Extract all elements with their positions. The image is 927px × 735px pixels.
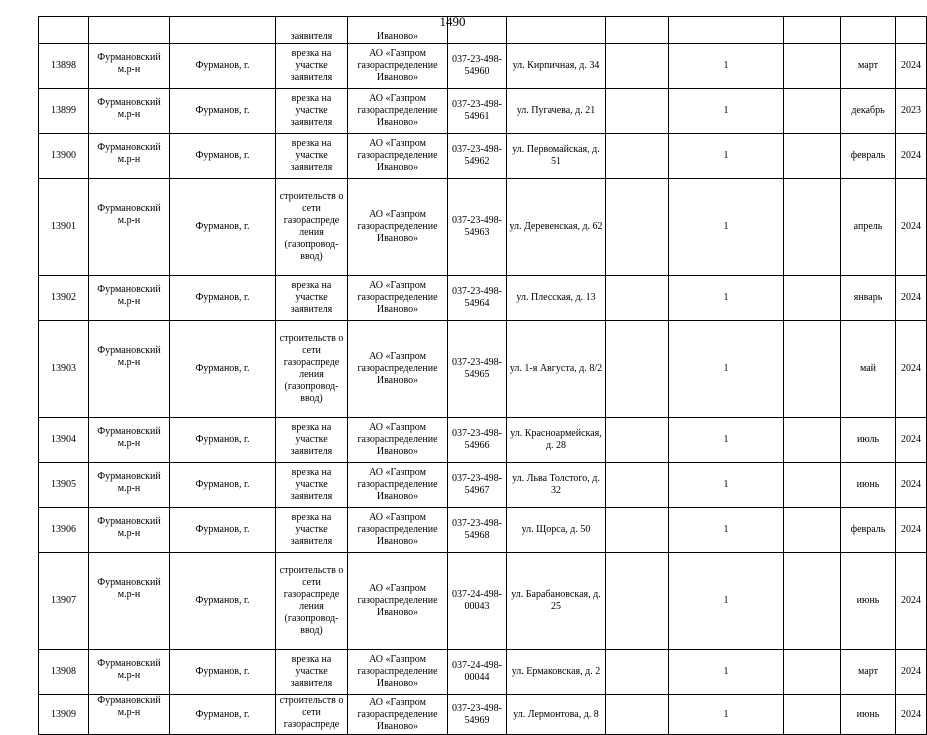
cell-year: 2024	[896, 321, 927, 418]
cell-num: 13898	[39, 44, 89, 89]
cell-district: Фурмановский м.р-н	[89, 179, 170, 276]
table-row	[39, 276, 927, 321]
cell-city: Фурманов, г.	[170, 276, 276, 321]
gas-works-table-wrapper	[38, 16, 921, 732]
cell-address: ул. Плесская, д. 13	[507, 276, 606, 321]
cell-code: 037-23-498-54969	[448, 695, 507, 735]
cell-empty-1	[606, 321, 669, 418]
cell-qty: 1	[669, 418, 784, 463]
cell-district: Фурмановский м.р-н	[89, 276, 170, 321]
cell-num	[39, 17, 89, 44]
cell-empty-1	[606, 508, 669, 553]
cell-code: 037-23-498-54968	[448, 508, 507, 553]
cell-year: 2023	[896, 89, 927, 134]
cell-address: ул. Ермаковская, д. 2	[507, 650, 606, 695]
cell-empty-2	[784, 508, 841, 553]
cell-num: 13903	[39, 321, 89, 418]
cell-work: врезка на участке заявителя	[276, 463, 348, 508]
cell-work: врезка на участке заявителя	[276, 44, 348, 89]
cell-empty-2	[784, 89, 841, 134]
cell-qty: 1	[669, 463, 784, 508]
cell-district: Фурмановский м.р-н	[89, 321, 170, 418]
cell-num: 13905	[39, 463, 89, 508]
cell-work: врезка на участке заявителя	[276, 508, 348, 553]
cell-qty: 1	[669, 321, 784, 418]
cell-address: ул. Первомайская, д. 51	[507, 134, 606, 179]
cell-city: Фурманов, г.	[170, 134, 276, 179]
cell-district	[89, 17, 170, 44]
cell-code: 037-23-498-54964	[448, 276, 507, 321]
cell-org: АО «Газпром газораспределение Иваново»	[348, 44, 448, 89]
cell-city: Фурманов, г.	[170, 321, 276, 418]
cell-month: июль	[841, 418, 896, 463]
cell-address: ул. Барабановская, д. 25	[507, 553, 606, 650]
cell-year: 2024	[896, 276, 927, 321]
cell-empty-1	[606, 17, 669, 44]
cell-qty: 1	[669, 695, 784, 735]
cell-org: АО «Газпром газораспределение Иваново»	[348, 418, 448, 463]
cell-work: строительств о сети газораспреде ления (газопровод-ввод)	[276, 179, 348, 276]
cell-num: 13908	[39, 650, 89, 695]
cell-work: врезка на участке заявителя	[276, 276, 348, 321]
cell-month: март	[841, 44, 896, 89]
cell-empty-2	[784, 695, 841, 735]
cell-code	[448, 17, 507, 44]
cell-address: ул. Льва Толстого, д. 32	[507, 463, 606, 508]
cell-work: строительств о сети газораспреде ления (газопровод-ввод)	[276, 553, 348, 650]
cell-work: врезка на участке заявителя	[276, 650, 348, 695]
cell-empty-2	[784, 134, 841, 179]
table-row	[39, 89, 927, 134]
cell-code: 037-23-498-54960	[448, 44, 507, 89]
cell-work: врезка на участке заявителя	[276, 134, 348, 179]
table-row	[39, 695, 927, 735]
cell-city: Фурманов, г.	[170, 508, 276, 553]
cell-district: Фурмановский м.р-н	[89, 508, 170, 553]
cell-org: Иваново»	[348, 17, 448, 44]
cell-year: 2024	[896, 695, 927, 735]
cell-org: АО «Газпром газораспределение Иваново»	[348, 508, 448, 553]
cell-empty-2	[784, 276, 841, 321]
cell-num: 13907	[39, 553, 89, 650]
cell-empty-2	[784, 418, 841, 463]
cell-org: АО «Газпром газораспределение Иваново»	[348, 463, 448, 508]
cell-month: июнь	[841, 463, 896, 508]
cell-address: ул. Красноармейская, д. 28	[507, 418, 606, 463]
cell-org: АО «Газпром газораспределение Иваново»	[348, 553, 448, 650]
cell-code: 037-23-498-54961	[448, 89, 507, 134]
cell-year: 2024	[896, 463, 927, 508]
cell-empty-2	[784, 179, 841, 276]
cell-city: Фурманов, г.	[170, 650, 276, 695]
table-body	[39, 17, 927, 735]
cell-month: июнь	[841, 553, 896, 650]
cell-empty-1	[606, 650, 669, 695]
cell-district: Фурмановский м.р-н	[89, 418, 170, 463]
cell-district: Фурмановский м.р-н	[89, 44, 170, 89]
cell-year: 2024	[896, 418, 927, 463]
cell-work: строительств о сети газораспреде ления (газопровод-ввод)	[276, 321, 348, 418]
cell-org: АО «Газпром газораспределение Иваново»	[348, 321, 448, 418]
cell-month: июнь	[841, 695, 896, 735]
cell-qty: 1	[669, 134, 784, 179]
cell-empty-2	[784, 463, 841, 508]
table-row	[39, 418, 927, 463]
cell-code: 037-23-498-54962	[448, 134, 507, 179]
cell-year: 2024	[896, 44, 927, 89]
cell-year: 2024	[896, 179, 927, 276]
cell-empty-1	[606, 553, 669, 650]
cell-address: ул. Пугачева, д. 21	[507, 89, 606, 134]
cell-city: Фурманов, г.	[170, 418, 276, 463]
cell-district: Фурмановский м.р-н	[89, 650, 170, 695]
cell-num: 13901	[39, 179, 89, 276]
cell-city: Фурманов, г.	[170, 463, 276, 508]
cell-qty: 1	[669, 179, 784, 276]
cell-district: Фурмановский м.р-н	[89, 553, 170, 650]
cell-work: заявителя	[276, 17, 348, 44]
cell-empty-2	[784, 650, 841, 695]
cell-code: 037-24-498-00043	[448, 553, 507, 650]
cell-empty-1	[606, 276, 669, 321]
cell-district: Фурмановский м.р-н	[89, 134, 170, 179]
cell-year: 2024	[896, 134, 927, 179]
table-row	[39, 179, 927, 276]
cell-year: 2024	[896, 553, 927, 650]
cell-qty: 1	[669, 89, 784, 134]
table-row	[39, 553, 927, 650]
cell-month: январь	[841, 276, 896, 321]
cell-code: 037-23-498-54965	[448, 321, 507, 418]
cell-district: Фурмановский м.р-н	[89, 463, 170, 508]
cell-month: март	[841, 650, 896, 695]
cell-empty-1	[606, 695, 669, 735]
cell-org: АО «Газпром газораспределение Иваново»	[348, 134, 448, 179]
cell-empty-1	[606, 134, 669, 179]
cell-code: 037-24-498-00044	[448, 650, 507, 695]
cell-month: февраль	[841, 134, 896, 179]
cell-org: АО «Газпром газораспределение Иваново»	[348, 650, 448, 695]
cell-num: 13906	[39, 508, 89, 553]
cell-city: Фурманов, г.	[170, 695, 276, 735]
cell-address: ул. Лермонтова, д. 8	[507, 695, 606, 735]
cell-address	[507, 17, 606, 44]
cell-work: врезка на участке заявителя	[276, 418, 348, 463]
cell-num: 13899	[39, 89, 89, 134]
cell-month	[841, 17, 896, 44]
cell-qty: 1	[669, 508, 784, 553]
cell-city: Фурманов, г.	[170, 179, 276, 276]
cell-org: АО «Газпром газораспределение Иваново»	[348, 276, 448, 321]
cell-work: строительств о сети газораспреде	[276, 695, 348, 735]
cell-num: 13902	[39, 276, 89, 321]
cell-empty-1	[606, 463, 669, 508]
cell-empty-2	[784, 44, 841, 89]
cell-code: 037-23-498-54963	[448, 179, 507, 276]
cell-org: АО «Газпром газораспределение Иваново»	[348, 179, 448, 276]
cell-address: ул. Щорса, д. 50	[507, 508, 606, 553]
table-row	[39, 321, 927, 418]
table-row	[39, 650, 927, 695]
cell-city: Фурманов, г.	[170, 44, 276, 89]
cell-qty	[669, 17, 784, 44]
cell-month: февраль	[841, 508, 896, 553]
cell-qty: 1	[669, 650, 784, 695]
cell-address: ул. 1-я Августа, д. 8/2	[507, 321, 606, 418]
cell-org: АО «Газпром газораспределение Иваново»	[348, 89, 448, 134]
table-row	[39, 44, 927, 89]
table-row	[39, 463, 927, 508]
cell-month: май	[841, 321, 896, 418]
cell-month: декабрь	[841, 89, 896, 134]
cell-qty: 1	[669, 276, 784, 321]
cell-empty-1	[606, 44, 669, 89]
page-number: 1490	[439, 14, 466, 29]
cell-district: Фурмановский м.р-н	[89, 695, 170, 735]
cell-qty: 1	[669, 553, 784, 650]
cell-city	[170, 17, 276, 44]
cell-year	[896, 17, 927, 44]
gas-works-table	[38, 16, 927, 735]
cell-qty: 1	[669, 44, 784, 89]
cell-code: 037-23-498-54966	[448, 418, 507, 463]
cell-year: 2024	[896, 508, 927, 553]
cell-num: 13900	[39, 134, 89, 179]
cell-empty-1	[606, 418, 669, 463]
cell-empty-2	[784, 17, 841, 44]
cell-empty-2	[784, 321, 841, 418]
table-row	[39, 134, 927, 179]
cell-code: 037-23-498-54967	[448, 463, 507, 508]
cell-org: АО «Газпром газораспределение Иваново»	[348, 695, 448, 735]
cell-empty-1	[606, 89, 669, 134]
cell-city: Фурманов, г.	[170, 89, 276, 134]
cell-address: ул. Деревенская, д. 62	[507, 179, 606, 276]
continuation-row	[39, 17, 927, 44]
cell-num: 13909	[39, 695, 89, 735]
cell-month: апрель	[841, 179, 896, 276]
cell-year: 2024	[896, 650, 927, 695]
cell-num: 13904	[39, 418, 89, 463]
cell-empty-1	[606, 179, 669, 276]
cell-city: Фурманов, г.	[170, 553, 276, 650]
cell-empty-2	[784, 553, 841, 650]
cell-address: ул. Кирпичная, д. 34	[507, 44, 606, 89]
table-row	[39, 508, 927, 553]
cell-district: Фурмановский м.р-н	[89, 89, 170, 134]
cell-work: врезка на участке заявителя	[276, 89, 348, 134]
